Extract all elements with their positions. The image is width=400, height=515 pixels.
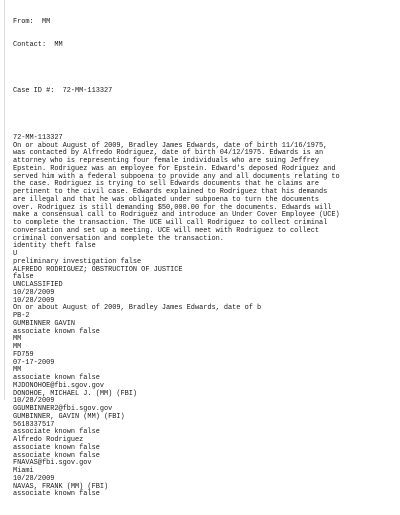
document-line: FD759	[13, 350, 34, 359]
document-line: pertinent to the civil case. Edwards explained to Rodriguez that his demands	[13, 188, 328, 196]
document-line: preliminary investigation false	[13, 257, 142, 266]
document-line: associate known false	[13, 374, 100, 382]
document-line: are illegal and that he was obligated under subpoena to turn the documents	[13, 195, 319, 204]
document-line: ALFREDO RODRIGUEZ; OBSTRUCTION OF JUSTICE	[13, 265, 183, 274]
document-page	[4, 0, 397, 499]
document-line: over. Rodriguez is still demanding $50,000.00 for the documents. Edwards will	[13, 203, 332, 212]
document-line: false	[13, 273, 34, 282]
document-line: 5618337517	[13, 420, 55, 429]
document-body	[13, 135, 393, 499]
document-line: the case. Rodriguez is trying to sell Edwards documents that he claims are	[13, 180, 319, 189]
document-line: Miami	[13, 467, 34, 475]
document-line: associate known false	[13, 443, 100, 452]
document-line: Alfredo Rodriguez	[13, 436, 84, 444]
document-line: associate known false	[13, 451, 100, 460]
document-line: FNAVAS@fbi.sgov.gov	[13, 459, 92, 468]
document-line: was contacted by Alfredo Rodriguez, date of birth 04/12/1975. Edwards is an	[13, 149, 324, 158]
document-line: GUMBINNER GAVIN	[13, 319, 76, 328]
document-line: GGUMBINNER2@fbi.sgov.gov	[13, 405, 113, 413]
header-case-id: Case ID #: 72-MM-113327	[13, 87, 113, 96]
document-line: make a consensual call to Rodriguez and introduce an Under Cover Employee (UCE)	[13, 211, 340, 220]
document-line: 72-MM-113327	[13, 133, 63, 142]
header-from: From: MM	[13, 17, 51, 26]
spacer	[13, 112, 393, 120]
document-line: 07-17-2009	[13, 358, 55, 367]
document-line: PB-2	[13, 312, 30, 320]
document-line: MM	[13, 343, 22, 351]
document-line: Epstein. Rodriguez was an employee for Epstein. Edward's deposed Rodriguez and	[13, 164, 336, 173]
document-line: DONOHOE, MICHAEL J. (MM) (FBI)	[13, 389, 138, 398]
document-line: On or about August of 2009, Bradley James Edwards, date of birth 11/16/1975,	[13, 141, 328, 150]
document-line: 10/28/2009	[13, 397, 55, 406]
spacer	[13, 65, 393, 73]
document-line: to complete the transaction. The UCE will call Rodriguez to collect criminal	[13, 219, 328, 227]
document-line: NAVAS, FRANK (MM) (FBI)	[13, 482, 109, 491]
document-line: served him with a federal subpoena to provide any and all documents relating to	[13, 172, 340, 181]
document-line: 10/28/2009	[13, 288, 55, 297]
header-contact: Contact: MM	[13, 40, 63, 49]
document-line: attorney who is representing four female individuals who are suing Jeffrey	[13, 157, 319, 165]
document-line: 10/28/2009	[13, 474, 55, 483]
document-line: MM	[13, 335, 22, 344]
document-line: On or about August of 2009, Bradley James Edwards, date of b	[13, 304, 262, 313]
document-line: MM	[13, 366, 22, 375]
document-line: U	[13, 250, 18, 258]
document-line: criminal conversation and complete the transaction.	[13, 234, 224, 243]
document-line: associate known false	[13, 428, 100, 437]
document-line: MJDONOHOE@fbi.sgov.gov	[13, 381, 104, 390]
document-line: 10/28/2009	[13, 296, 55, 305]
document-line: identity theft false	[13, 242, 96, 251]
document-line: conversation and set up a meeting. UCE will meet with Rodriguez to collect	[13, 226, 319, 235]
document-line: UNCLASSIFIED	[13, 281, 63, 289]
document-line: associate known false	[13, 490, 100, 499]
document-line: associate known false	[13, 327, 100, 336]
document-line: GUMBINNER, GAVIN (MM) (FBI)	[13, 412, 125, 421]
document-text	[13, 3, 393, 515]
